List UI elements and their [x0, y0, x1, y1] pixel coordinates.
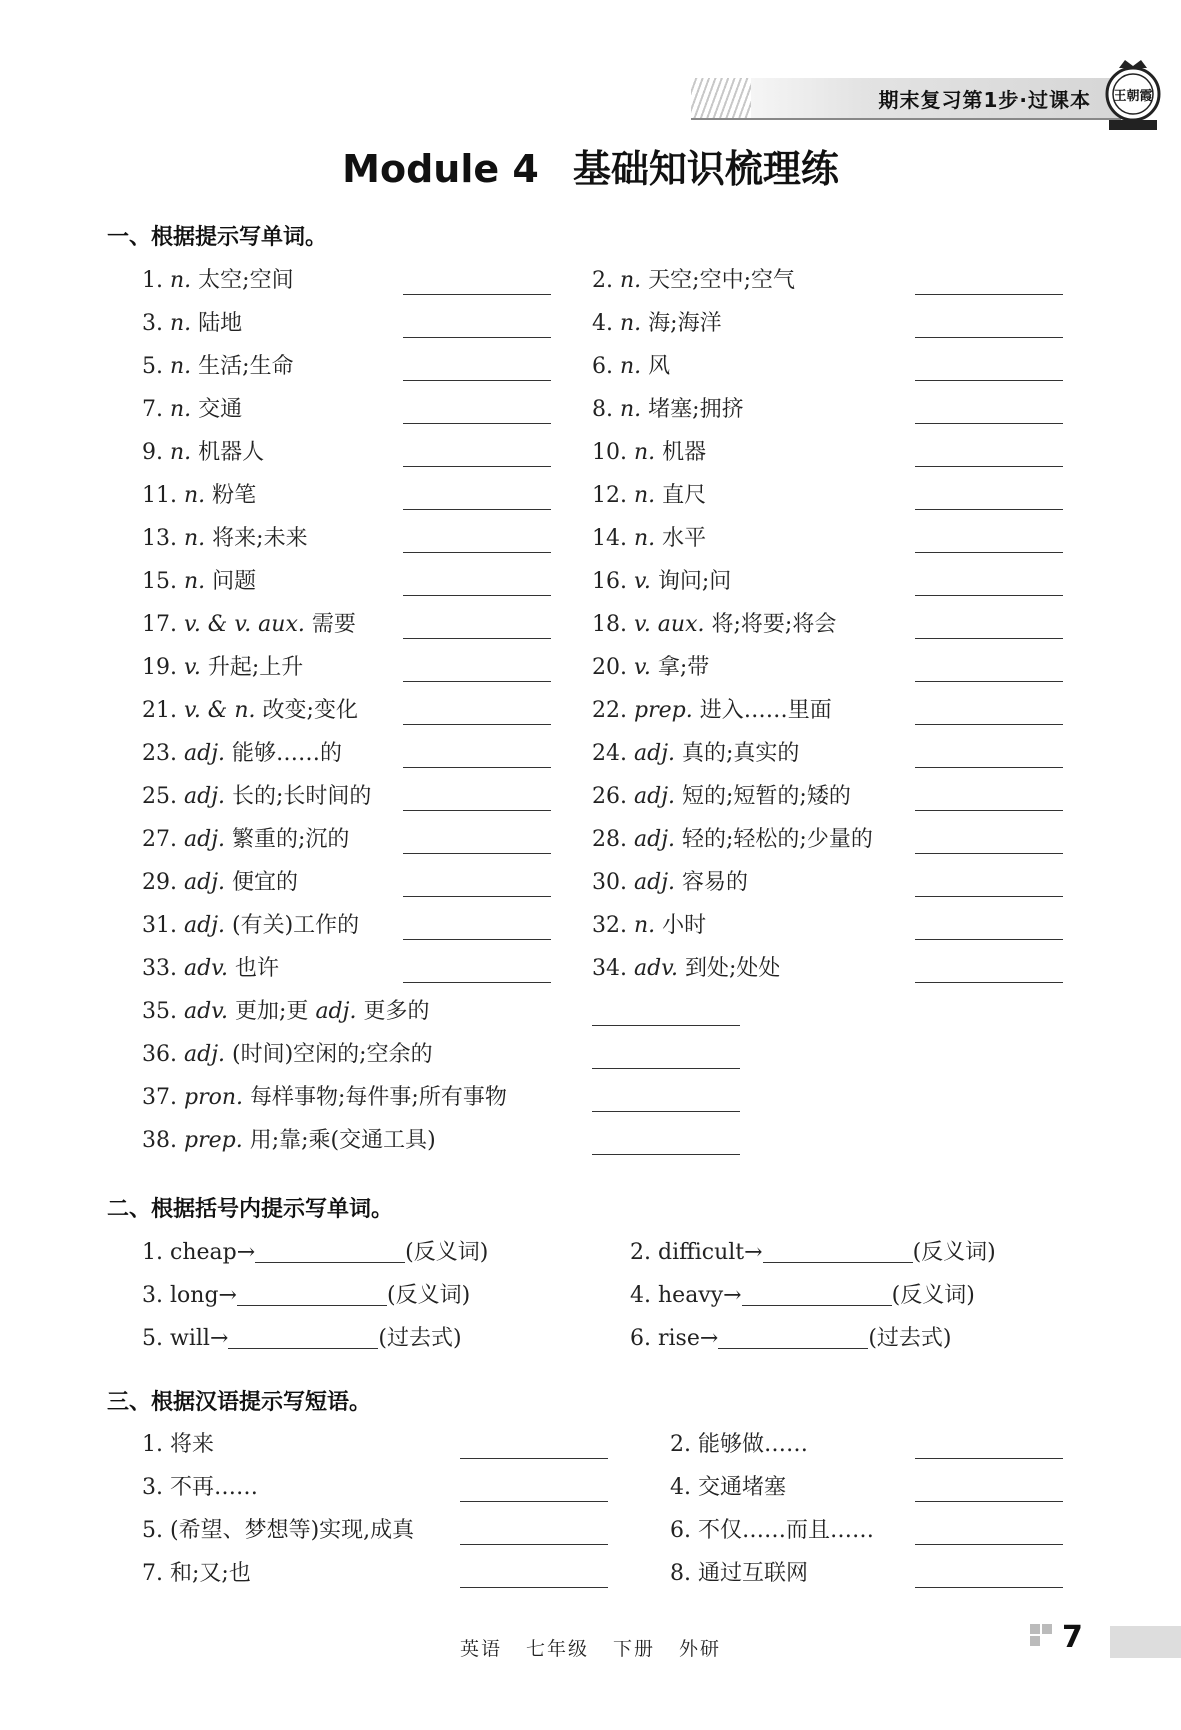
page-number: 7 — [1062, 1620, 1083, 1655]
section1-heading: 一、根据提示写单词。 — [107, 225, 328, 250]
answer-blank[interactable] — [718, 1323, 868, 1349]
answer-blank[interactable] — [592, 1111, 740, 1112]
phrase-item: 6. 不仅……而且…… — [670, 1518, 875, 1543]
phrase-item: 5. (希望、梦想等)实现,成真 — [142, 1518, 415, 1543]
answer-blank[interactable] — [237, 1280, 387, 1306]
word-item: 16. v. 询问;问 — [592, 569, 732, 594]
word-item: 29. adj. 便宜的 — [142, 870, 299, 895]
page-decoration — [1030, 1624, 1054, 1654]
word-item: 15. n. 问题 — [142, 569, 257, 594]
answer-blank[interactable] — [915, 337, 1063, 338]
answer-blank[interactable] — [460, 1544, 608, 1545]
word-item: 3. n. 陆地 — [142, 311, 243, 336]
answer-blank[interactable] — [403, 466, 551, 467]
phrase-item: 4. 交通堵塞 — [670, 1475, 787, 1500]
word-item: 13. n. 将来;未来 — [142, 526, 308, 551]
word-item: 21. v. & n. 改变;变化 — [142, 698, 358, 723]
word-item: 26. adj. 短的;短暂的;矮的 — [592, 784, 851, 809]
word-item: 37. pron. 每样事物;每件事;所有事物 — [142, 1085, 507, 1110]
answer-blank[interactable] — [403, 638, 551, 639]
phrase-item: 3. 不再…… — [142, 1475, 259, 1500]
answer-blank[interactable] — [403, 595, 551, 596]
answer-blank[interactable] — [915, 1458, 1063, 1459]
word-item: 12. n. 直尺 — [592, 483, 707, 508]
word-item: 32. n. 小时 — [592, 913, 707, 938]
word-item: 17. v. & v. aux. 需要 — [142, 612, 356, 637]
word-item: 8. n. 堵塞;拥挤 — [592, 397, 744, 422]
answer-blank[interactable] — [592, 1068, 740, 1069]
word-item: 24. adj. 真的;真实的 — [592, 741, 800, 766]
answer-blank[interactable] — [915, 294, 1063, 295]
word-item: 23. adj. 能够……的 — [142, 741, 343, 766]
answer-blank[interactable] — [592, 1025, 740, 1026]
transform-item: 3. long→ (反义词) — [142, 1280, 470, 1310]
answer-blank[interactable] — [915, 939, 1063, 940]
phrase-item: 7. 和;又;也 — [142, 1561, 251, 1586]
page-title: Module 4 基础知识梳理练 — [342, 147, 839, 191]
answer-blank[interactable] — [460, 1587, 608, 1588]
answer-blank[interactable] — [403, 896, 551, 897]
word-item: 4. n. 海;海洋 — [592, 311, 722, 336]
answer-blank[interactable] — [915, 466, 1063, 467]
answer-blank[interactable] — [403, 380, 551, 381]
answer-blank[interactable] — [403, 767, 551, 768]
answer-blank[interactable] — [915, 595, 1063, 596]
word-item: 1. n. 太空;空间 — [142, 268, 294, 293]
word-item: 5. n. 生活;生命 — [142, 354, 294, 379]
answer-blank[interactable] — [403, 509, 551, 510]
word-item: 31. adj. (有关)工作的 — [142, 913, 360, 938]
transform-item: 1. cheap→ (反义词) — [142, 1237, 488, 1267]
word-item: 35. adv. 更加;更 adj. 更多的 — [142, 999, 430, 1024]
section2-heading: 二、根据括号内提示写单词。 — [107, 1197, 394, 1222]
answer-blank[interactable] — [915, 1501, 1063, 1502]
answer-blank[interactable] — [403, 423, 551, 424]
section3-heading: 三、根据汉语提示写短语。 — [107, 1390, 372, 1415]
phrase-item: 1. 将来 — [142, 1432, 215, 1457]
answer-blank[interactable] — [915, 1544, 1063, 1545]
word-item: 7. n. 交通 — [142, 397, 243, 422]
page-tab — [1110, 1626, 1181, 1658]
answer-blank[interactable] — [915, 767, 1063, 768]
word-item: 38. prep. 用;靠;乘(交通工具) — [142, 1128, 436, 1153]
answer-blank[interactable] — [460, 1458, 608, 1459]
word-item: 30. adj. 容易的 — [592, 870, 749, 895]
answer-blank[interactable] — [403, 724, 551, 725]
answer-blank[interactable] — [403, 939, 551, 940]
answer-blank[interactable] — [228, 1323, 378, 1349]
answer-blank[interactable] — [255, 1237, 405, 1263]
word-item: 34. adv. 到处;处处 — [592, 956, 781, 981]
word-item: 36. adj. (时间)空闲的;空余的 — [142, 1042, 433, 1067]
word-item: 28. adj. 轻的;轻松的;少量的 — [592, 827, 873, 852]
publisher-logo-icon — [1101, 58, 1165, 138]
answer-blank[interactable] — [915, 681, 1063, 682]
answer-blank[interactable] — [592, 1154, 740, 1155]
word-item: 10. n. 机器 — [592, 440, 707, 465]
answer-blank[interactable] — [403, 681, 551, 682]
answer-blank[interactable] — [460, 1501, 608, 1502]
word-item: 25. adj. 长的;长时间的 — [142, 784, 372, 809]
answer-blank[interactable] — [403, 810, 551, 811]
answer-blank[interactable] — [915, 509, 1063, 510]
answer-blank[interactable] — [403, 294, 551, 295]
transform-item: 2. difficult→ (反义词) — [630, 1237, 996, 1267]
word-item: 11. n. 粉笔 — [142, 483, 257, 508]
word-item: 22. prep. 进入……里面 — [592, 698, 832, 723]
transform-item: 5. will→ (过去式) — [142, 1323, 462, 1353]
word-item: 2. n. 天空;空中;空气 — [592, 268, 795, 293]
transform-item: 4. heavy→ (反义词) — [630, 1280, 975, 1310]
answer-blank[interactable] — [915, 552, 1063, 553]
answer-blank[interactable] — [915, 638, 1063, 639]
word-item: 18. v. aux. 将;将要;将会 — [592, 612, 837, 637]
answer-blank[interactable] — [915, 853, 1063, 854]
word-item: 20. v. 拿;带 — [592, 655, 710, 680]
phrase-item: 2. 能够做…… — [670, 1432, 809, 1457]
answer-blank[interactable] — [915, 423, 1063, 424]
answer-blank[interactable] — [915, 982, 1063, 983]
phrase-item: 8. 通过互联网 — [670, 1561, 809, 1586]
word-item: 33. adv. 也许 — [142, 956, 280, 981]
transform-item: 6. rise→ (过去式) — [630, 1323, 951, 1353]
word-item: 19. v. 升起;上升 — [142, 655, 304, 680]
word-item: 6. n. 风 — [592, 354, 671, 379]
word-item: 27. adj. 繁重的;沉的 — [142, 827, 350, 852]
answer-blank[interactable] — [915, 1587, 1063, 1588]
answer-blank[interactable] — [403, 853, 551, 854]
word-item: 14. n. 水平 — [592, 526, 707, 551]
header-text: 期末复习第1步·过课本 — [878, 88, 1091, 112]
answer-blank[interactable] — [403, 337, 551, 338]
answer-blank[interactable] — [742, 1280, 892, 1306]
answer-blank[interactable] — [403, 552, 551, 553]
word-item: 9. n. 机器人 — [142, 440, 265, 465]
svg-text:王朝霞: 王朝霞 — [1113, 89, 1153, 104]
answer-blank[interactable] — [915, 724, 1063, 725]
answer-blank[interactable] — [403, 982, 551, 983]
answer-blank[interactable] — [915, 380, 1063, 381]
footer: 英语 七年级 下册 外研 — [459, 1638, 722, 1660]
answer-blank[interactable] — [763, 1237, 913, 1263]
answer-blank[interactable] — [915, 810, 1063, 811]
answer-blank[interactable] — [915, 896, 1063, 897]
